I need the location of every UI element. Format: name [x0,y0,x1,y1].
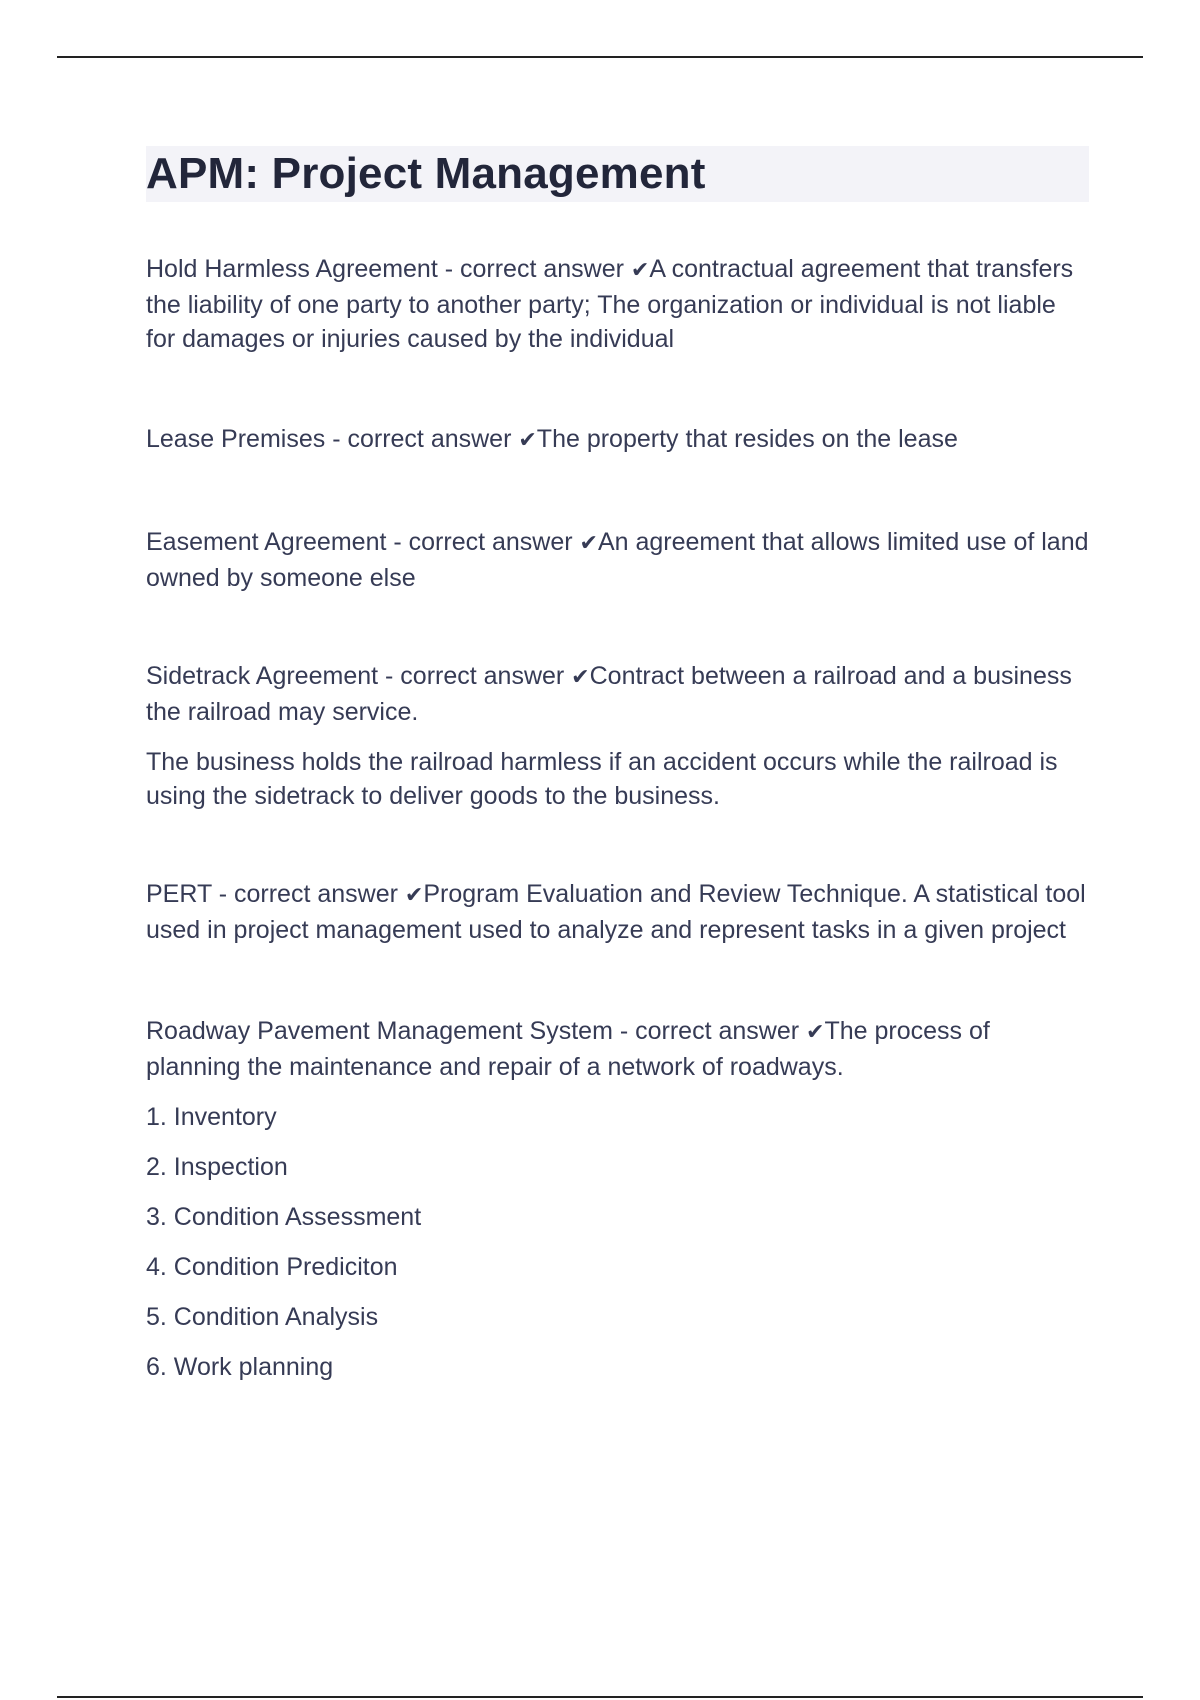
steps-list [146,1100,1089,1384]
entry-term: PERT - correct answer [146,880,405,908]
entry-pert [146,877,1089,947]
check-icon: ✔ [806,1020,825,1045]
entry-easement-agreement [146,525,1089,595]
entry-term: Sidetrack Agreement - correct answer [146,662,572,690]
page-title: APM: Project Management [146,149,706,198]
entry-text [146,877,1089,947]
entry-sidetrack-agreement [146,659,1089,813]
top-rule [57,56,1143,58]
list-item: 4. Condition Prediciton [146,1253,398,1281]
entry-definition: Contract between a railroad and a business the railroad may service. [146,662,1072,726]
entry-definition: The property that resides on the lease [536,425,958,453]
entry-text [146,525,1089,595]
check-icon: ✔ [404,883,424,908]
list-item: 2. Inspection [146,1153,288,1181]
entry-term: Lease Premises - correct answer [146,425,519,453]
check-icon: ✔ [630,258,650,283]
entry-roadway-pavement [146,1014,1089,1084]
list-item: 1. Inventory [146,1103,277,1131]
entry-text [146,422,1089,458]
check-icon: ✔ [579,531,598,556]
list-item: 5. Condition Analysis [146,1303,379,1331]
entry-definition: An agreement that allows limited use of land owned by someone else [146,528,1089,592]
check-icon: ✔ [571,665,590,690]
entry-definition: Program Evaluation and Review Technique. A statistical tool used in project management used to analyze and represent tasks in a given project [146,880,1086,944]
entry-text [146,659,1089,729]
entry-term: Hold Harmless Agreement - correct answer [146,255,631,283]
entry-extra: The business holds the railroad harmless if an accident occurs while the railroad is using the sidetrack to deliver goods to the business. [146,748,1058,810]
entry-definition: A contractual agreement that transfers the liability of one party to another party; The organization or individual is not liable for damages or injuries caused by the individual [146,255,1074,353]
entry-term: Roadway Pavement Management System - correct answer [146,1017,806,1045]
entry-term: Easement Agreement - correct answer [146,528,580,556]
check-icon: ✔ [518,428,537,453]
title-banner [146,146,1089,202]
entry-text [146,1014,1089,1084]
entry-text [146,252,1089,356]
entry-hold-harmless [146,252,1089,356]
list-item: 6. Work planning [146,1353,334,1381]
entry-definition: The process of planning the maintenance and repair of a network of roadways. [146,1017,990,1081]
bottom-rule [57,1696,1143,1698]
entry-lease-premises [146,422,1089,458]
list-item: 3. Condition Assessment [146,1203,422,1231]
document-body [146,146,1089,1384]
